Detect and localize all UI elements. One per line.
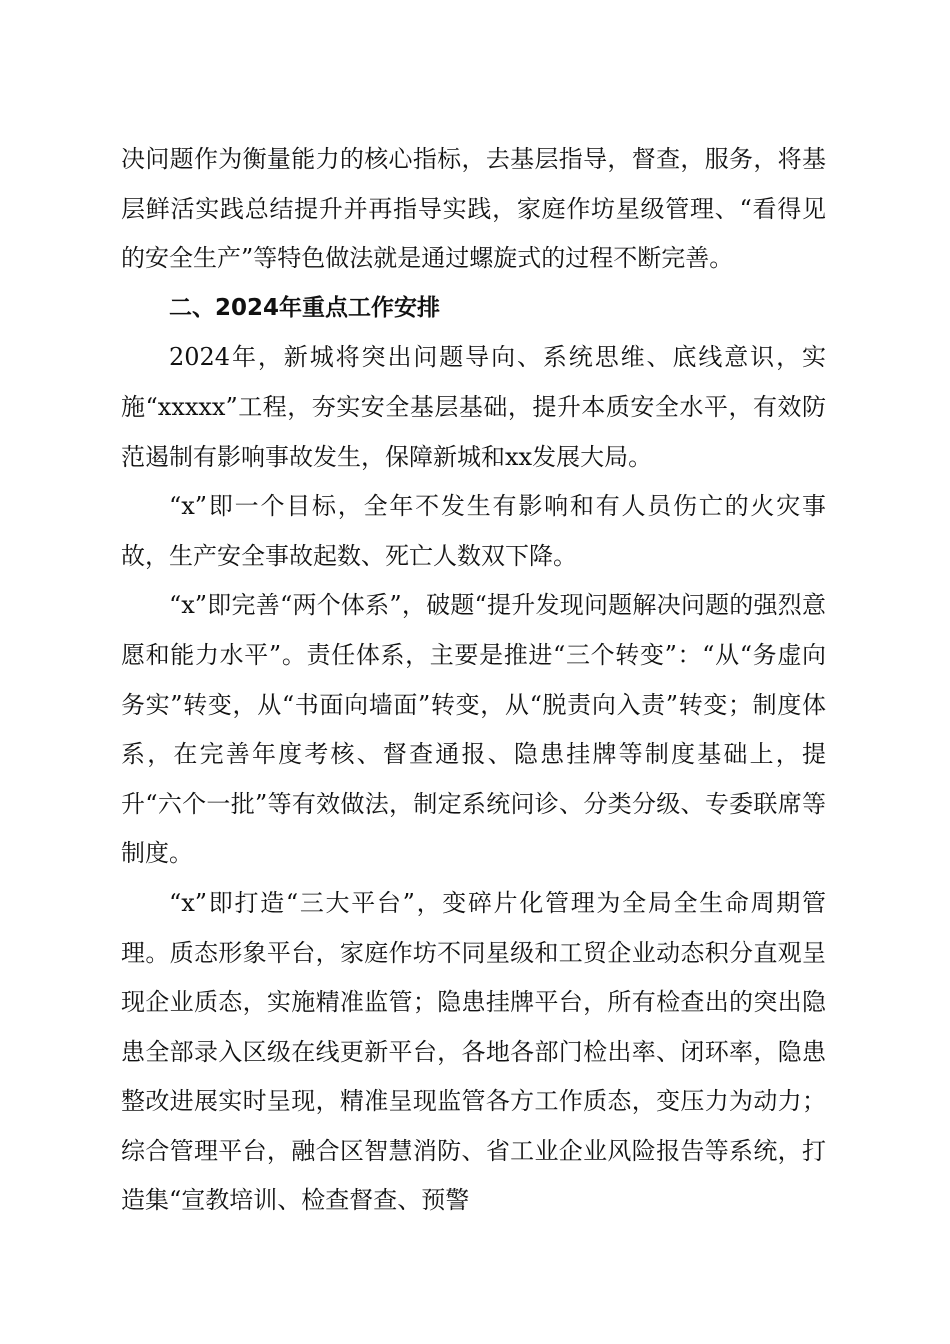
section-heading: 二、2024年重点工作安排	[169, 294, 441, 321]
paragraph-two-systems: “x”即完善“两个体系”，破题“提升发现问题解决问题的强烈意愿和能力水平”。责任体系，主要是推进“三个转变”：“从“务虚向务实”转变，从“书面向墙面”转变，从“脱责向入责”转变；制度体系，在完善年度考核、督查通报、隐患挂牌等制度基础上，提升“六个一批”等有效做法，制定系统问诊、分类分级、专委联席等制度。	[121, 591, 826, 868]
paragraph-continuation: 决问题作为衡量能力的核心指标，去基层指导，督查，服务，将基层鲜活实践总结提升并再指导实践，家庭作坊星级管理、“看得见的安全生产”等特色做法就是通过螺旋式的过程不断完善。	[121, 145, 826, 273]
paragraph-three-platforms: “x”即打造“三大平台”，变碎片化管理为全局全生命周期管理。质态形象平台，家庭作坊不同星级和工贸企业动态积分直观呈现企业质态，实施精准监管；隐患挂牌平台，所有检查出的突出隐患全部录入区级在线更新平台，各地各部门检出率、闭环率，隐患整改进展实时呈现，精准呈现监管各方工作质态，变压力为动力；综合管理平台，融合区智慧消防、省工业企业风险报告等系统，打造集“宣教培训、检查督查、预警	[121, 888, 826, 1215]
document-body	[121, 135, 826, 1226]
paragraph-intro-2024: 2024年，新城将突出问题导向、系统思维、底线意识，实施“xxxxx”工程，夯实安全基层基础，提升本质安全水平，有效防范遏制有影响事故发生，保障新城和xx发展大局。	[121, 343, 826, 471]
paragraph-goal: “x”即一个目标，全年不发生有影响和有人员伤亡的火灾事故，生产安全事故起数、死亡人数双下降。	[121, 492, 826, 570]
